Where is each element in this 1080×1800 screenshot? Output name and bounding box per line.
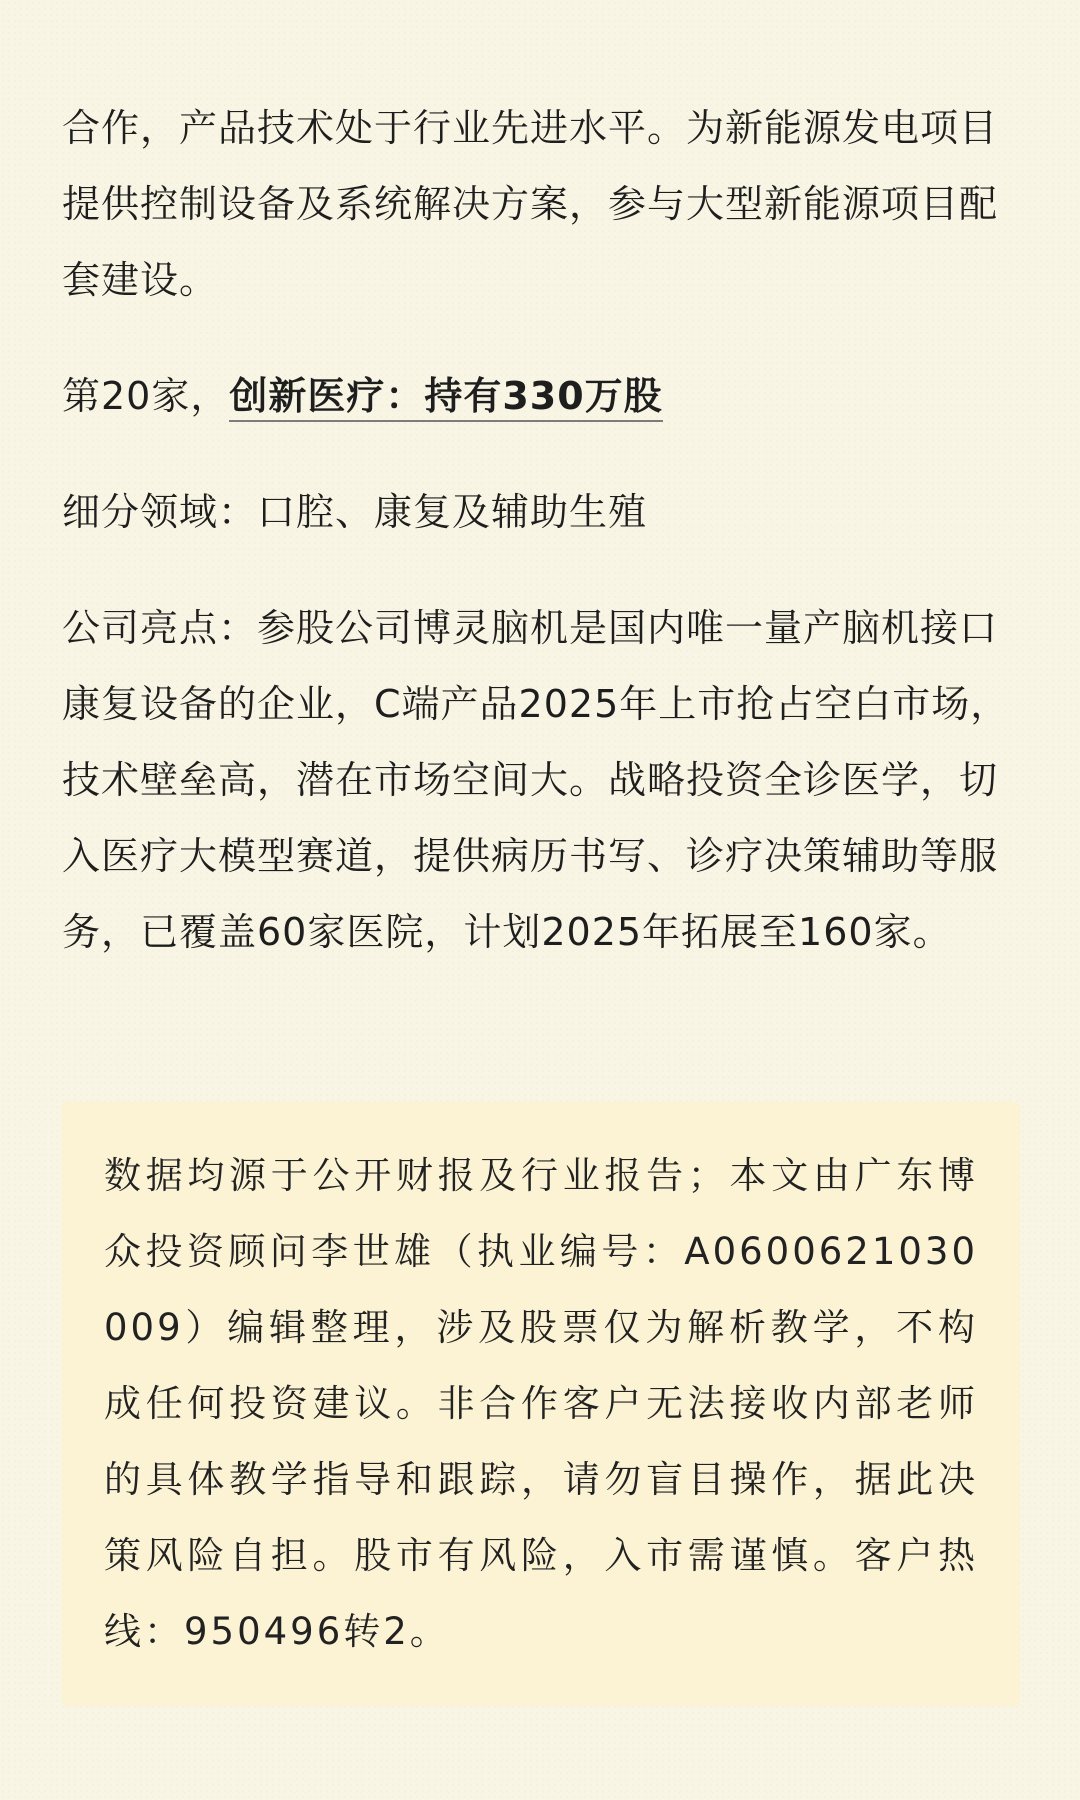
highlights-paragraph: 公司亮点：参股公司博灵脑机是国内唯一量产脑机接口康复设备的企业，C端产品2025年上市抢占空白市场，技术壁垒高，潜在市场空间大。战略投资全诊医学，切入医疗大模型赛道，提供病历书写、诊疗决策辅助等服务，已覆盖60家医院，计划2025年拓展至160家。 [62, 606, 1010, 954]
company-title: 创新医疗：持有330万股 [229, 374, 662, 422]
company-heading [62, 358, 1018, 434]
disclaimer-box [62, 1102, 1020, 1706]
intro-paragraph: 合作，产品技术处于行业先进水平。为新能源发电项目提供控制设备及系统解决方案，参与大型新能源项目配套建设。 [62, 106, 999, 302]
segment-line: 细分领域：口腔、康复及辅助生殖 [62, 490, 648, 534]
company-number: 第20家， [62, 374, 230, 418]
disclaimer-text: 数据均源于公开财报及行业报告；本文由广东博众投资顾问李世雄（执业编号：A0600621030009）编辑整理，涉及股票仅为解析教学，不构成任何投资建议。非合作客户无法接收内部老师的具体教学指导和跟踪，请勿盲目操作，据此决策风险自担。股市有风险，入市需谨慎。客户热线：950496转2。 [104, 1154, 978, 1653]
